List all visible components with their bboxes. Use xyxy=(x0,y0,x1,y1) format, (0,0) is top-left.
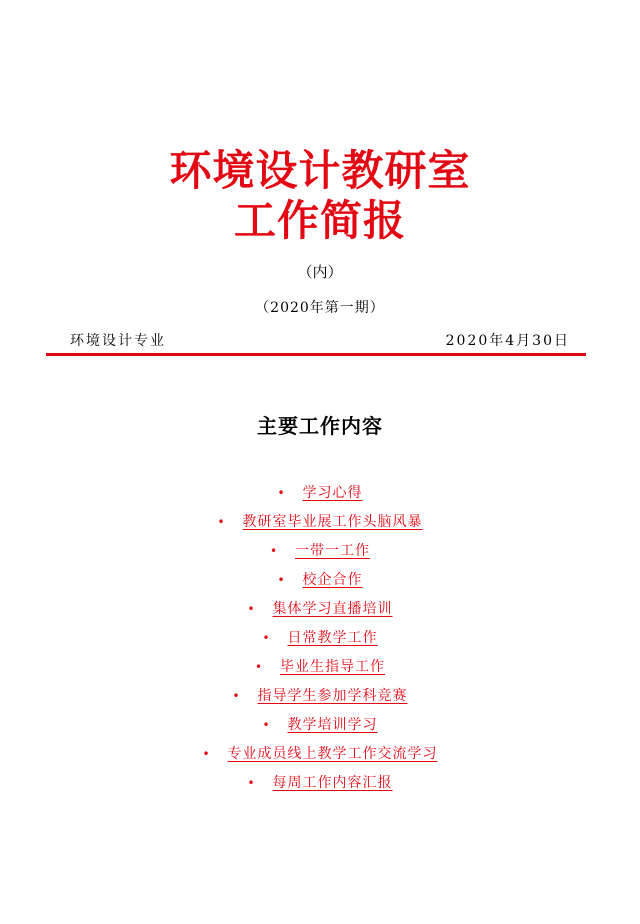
toc-item xyxy=(0,740,640,769)
issue-number: （2020年第一期） xyxy=(255,300,385,316)
toc-link-competitions[interactable]: 指导学生参加学科竞赛 xyxy=(257,688,408,704)
internal-label: （内） xyxy=(297,263,343,281)
toc-item xyxy=(0,769,640,798)
department-label: 环境设计专业 xyxy=(70,333,166,349)
toc-link-weekly-report[interactable]: 每周工作内容汇报 xyxy=(272,775,393,791)
bulletin-title xyxy=(0,146,640,246)
toc-item xyxy=(0,653,640,682)
toc-link-study-notes[interactable]: 学习心得 xyxy=(302,485,363,501)
title-line-2: 工作简报 xyxy=(233,196,406,245)
toc-item xyxy=(0,682,640,711)
toc-link-graduate-guidance[interactable]: 毕业生指导工作 xyxy=(280,659,386,675)
section-heading: 主要工作内容 xyxy=(257,414,383,438)
toc-link-teaching-training[interactable]: 教学培训学习 xyxy=(287,717,378,733)
bullet-icon: • xyxy=(277,486,285,500)
table-of-contents xyxy=(0,479,640,798)
toc-item xyxy=(0,508,640,537)
toc-link-mentoring[interactable]: 一带一工作 xyxy=(295,543,371,559)
bullet-icon: • xyxy=(217,515,225,529)
bullet-icon: • xyxy=(232,689,240,703)
toc-link-school-enterprise[interactable]: 校企合作 xyxy=(302,572,363,588)
bullet-icon: • xyxy=(262,718,270,732)
toc-item xyxy=(0,595,640,624)
bullet-icon: • xyxy=(269,544,278,558)
toc-item xyxy=(0,537,640,566)
bullet-icon: • xyxy=(262,631,270,645)
bullet-icon: • xyxy=(277,573,285,587)
toc-link-online-exchange[interactable]: 专业成员线上教学工作交流学习 xyxy=(227,746,438,762)
toc-item xyxy=(0,566,640,595)
header-divider xyxy=(46,353,586,356)
toc-item xyxy=(0,479,640,508)
bullet-icon: • xyxy=(247,776,255,790)
title-line-1: 环境设计教研室 xyxy=(169,146,471,195)
toc-item xyxy=(0,711,640,740)
issue-date: 2020年4月30日 xyxy=(445,333,570,349)
bullet-icon: • xyxy=(202,747,210,761)
bullet-icon: • xyxy=(254,660,263,674)
toc-link-daily-teaching[interactable]: 日常教学工作 xyxy=(287,630,378,646)
toc-item xyxy=(0,624,640,653)
toc-link-live-training[interactable]: 集体学习直播培训 xyxy=(272,601,393,617)
bulletin-header xyxy=(70,331,570,351)
bullet-icon: • xyxy=(247,602,255,616)
toc-link-exhibition-brainstorm[interactable]: 教研室毕业展工作头脑风暴 xyxy=(242,514,423,530)
